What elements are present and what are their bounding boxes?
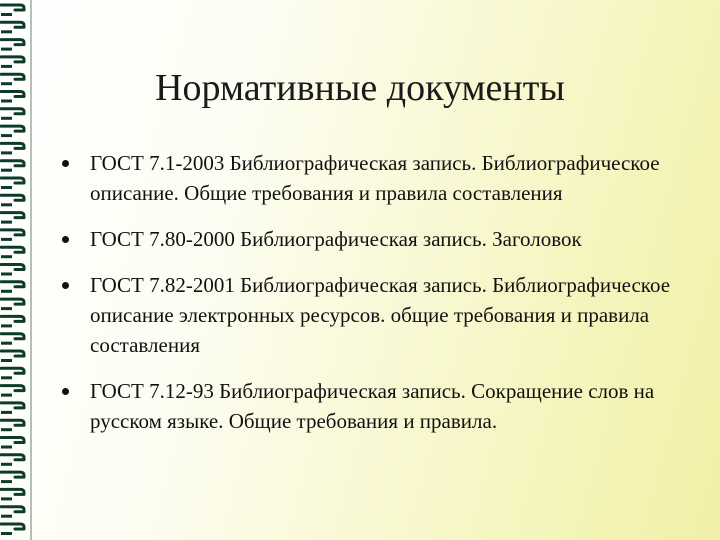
list-item-text: ГОСТ 7.12-93 Библиографическая запись. Сокращение слов на русском языке. Общие требования и правила. xyxy=(90,379,655,433)
list-item xyxy=(62,270,672,360)
list-item-text: ГОСТ 7.80-2000 Библиографическая запись. Заголовок xyxy=(90,227,582,251)
list-item xyxy=(62,224,672,254)
bullet-icon xyxy=(62,282,69,289)
list-item-text: ГОСТ 7.1-2003 Библиографическая запись. Библиографическое описание. Общие требования и правила составления xyxy=(90,151,660,205)
bullet-icon xyxy=(62,388,69,395)
bullet-list xyxy=(62,148,672,452)
list-item xyxy=(62,376,672,436)
bullet-icon xyxy=(62,160,69,167)
bullet-icon xyxy=(62,236,69,243)
slide-title: Нормативные документы xyxy=(155,67,565,109)
list-item-text: ГОСТ 7.82-2001 Библиографическая запись. Библиографическое описание электронных ресурсов. общие требования и правила составления xyxy=(90,273,671,357)
list-item xyxy=(62,148,672,208)
